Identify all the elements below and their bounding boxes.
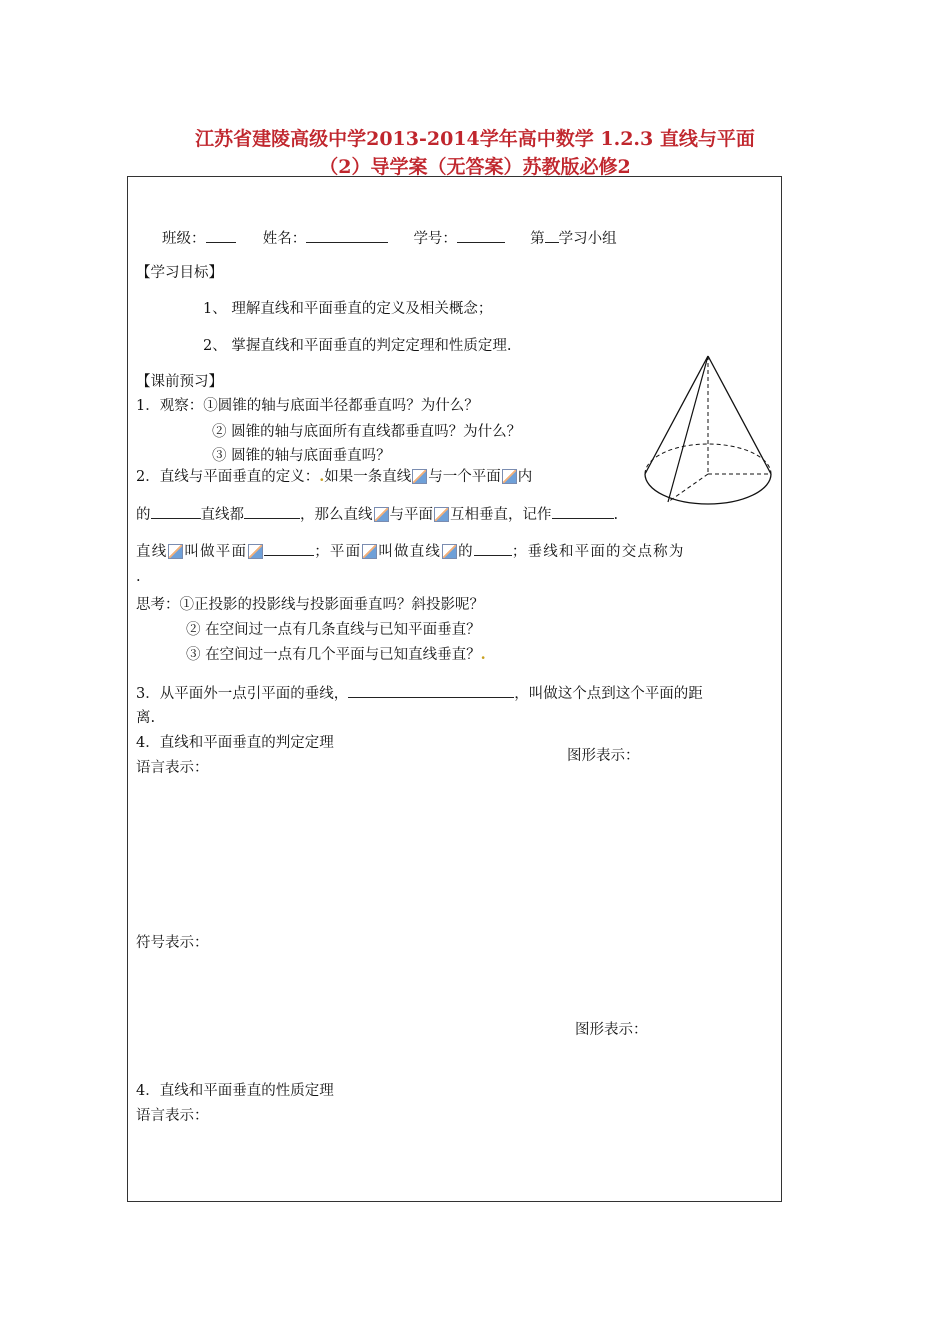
- question-4-heading: 4．直线和平面垂直的判定定理: [136, 735, 334, 751]
- answer-blank[interactable]: [348, 683, 514, 698]
- math-symbol-image: [374, 507, 389, 522]
- number-blank[interactable]: [457, 228, 505, 243]
- question-2-line1: 2．直线与平面垂直的定义：.如果一条直线 与一个平面 内: [136, 468, 533, 485]
- math-symbol-image: [248, 544, 263, 559]
- goal-item-1: 1、 理解直线和平面垂直的定义及相关概念；: [203, 301, 493, 317]
- group-label-post: 学习小组: [558, 231, 617, 247]
- definition-text-g: 与平面: [389, 507, 433, 523]
- figure-label-2: 图形表示：: [575, 1022, 648, 1038]
- figure-label-1: 图形表示：: [567, 748, 640, 764]
- question-3-text-b: ，叫做这个点到这个平面的距: [514, 686, 703, 702]
- goal-item-2: 2、 掌握直线和平面垂直的判定定理和性质定理.: [203, 338, 512, 354]
- math-symbol-image: [362, 544, 377, 559]
- definition-text-m: 的: [458, 544, 474, 560]
- definition-text-f: ，那么直线: [300, 507, 373, 523]
- group-label-pre: 第: [530, 231, 545, 247]
- cone-figure: [640, 352, 775, 512]
- question-1b: ② 圆锥的轴与底面所有直线都垂直吗？为什么？: [212, 424, 522, 440]
- definition-text-k: ；平面: [314, 544, 362, 560]
- answer-blank[interactable]: [552, 504, 614, 519]
- question-2-line3: [136, 541, 685, 562]
- goals-heading: 【学习目标】: [136, 265, 223, 281]
- question-1c: ③ 圆锥的轴与底面垂直吗？: [212, 448, 391, 464]
- definition-text-i: 直线: [136, 544, 168, 560]
- name-label: 姓名：: [262, 231, 307, 247]
- symbol-label: 符号表示：: [136, 935, 209, 951]
- answer-blank[interactable]: [151, 504, 201, 519]
- think-1: 思考：①正投影的投影线与投影面垂直吗？斜投影呢？: [136, 597, 484, 613]
- math-symbol-image: [442, 544, 457, 559]
- definition-text-e: 直线都: [200, 507, 244, 523]
- question-5-heading: 4．直线和平面垂直的性质定理: [136, 1083, 334, 1099]
- definition-text-b: 与一个平面: [428, 469, 501, 485]
- header-row: [162, 228, 617, 249]
- definition-text-c: 内: [517, 469, 533, 485]
- math-symbol-image: [412, 469, 427, 484]
- period: .: [613, 507, 619, 523]
- math-symbol-image: [168, 544, 183, 559]
- definition-text-a: 如果一条直线: [324, 469, 412, 485]
- question-3-line1: [136, 683, 703, 704]
- question-3-text-a: 3．从平面外一点引平面的垂线，: [136, 686, 349, 702]
- answer-blank[interactable]: [264, 541, 314, 556]
- definition-text-d: 的: [136, 507, 151, 523]
- language-label-2: 语言表示：: [136, 1108, 209, 1124]
- definition-text-l: 叫做直线: [378, 544, 442, 560]
- definition-text-n: ；垂线和平面的交点称为: [511, 544, 685, 560]
- question-1a: 1．观察：①圆锥的轴与底面半径都垂直吗？为什么？: [136, 398, 479, 414]
- math-symbol-image: [434, 507, 449, 522]
- definition-text-j: 叫做平面: [184, 544, 248, 560]
- question-3-line2: 离.: [136, 710, 156, 726]
- question-2-line2: [136, 504, 618, 525]
- think-3: ③ 在空间过一点有几个平面与已知直线垂直？.: [186, 646, 486, 663]
- preview-heading: 【课前预习】: [136, 374, 223, 390]
- group-blank[interactable]: [545, 228, 559, 243]
- definition-label: 2．直线与平面垂直的定义：: [136, 469, 320, 485]
- think-2: ② 在空间过一点有几条直线与已知平面垂直？: [186, 622, 481, 638]
- class-blank[interactable]: [206, 228, 236, 243]
- language-label-1: 语言表示：: [136, 760, 209, 776]
- definition-text-h: 互相垂直，记作: [450, 507, 552, 523]
- answer-blank[interactable]: [474, 541, 512, 556]
- document-title-line2: （2）导学案（无答案）苏教版必修2: [319, 156, 631, 178]
- number-label: 学号：: [413, 231, 457, 247]
- question-2-end: .: [136, 569, 141, 585]
- document-title-line1: 江苏省建陵高级中学2013-2014学年高中数学 1.2.3 直线与平面: [195, 128, 755, 150]
- answer-blank[interactable]: [244, 504, 300, 519]
- math-symbol-image: [502, 469, 517, 484]
- class-label: 班级：: [162, 231, 206, 247]
- name-blank[interactable]: [306, 228, 388, 243]
